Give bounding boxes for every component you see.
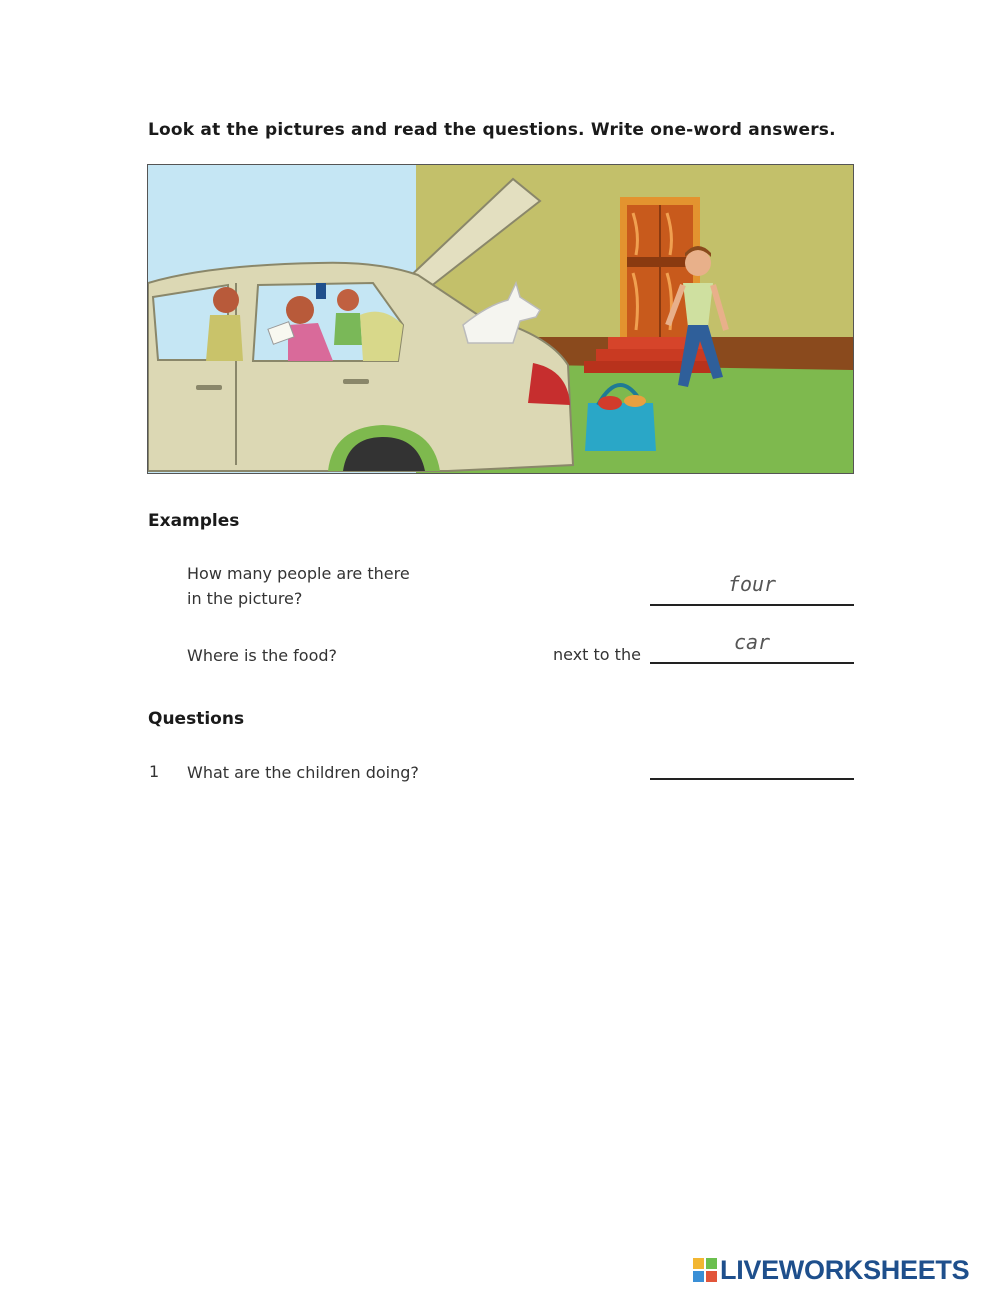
example-1-answer: four xyxy=(727,572,777,596)
illustration xyxy=(147,164,854,474)
example-2-answer-line xyxy=(650,662,854,664)
question-1-answer-field[interactable] xyxy=(650,778,854,780)
instruction-text: Look at the pictures and read the questions. Write one-word answers. xyxy=(148,120,836,140)
example-2-answer: car xyxy=(733,630,771,654)
liveworksheets-logo xyxy=(693,1256,969,1284)
questions-heading: Questions xyxy=(148,709,245,729)
brand-name: LIVEWORKSHEETS xyxy=(720,1254,970,1285)
example-2-prefix: next to the xyxy=(553,645,641,664)
example-1-question: How many people are there in the picture? xyxy=(187,564,410,608)
examples-heading: Examples xyxy=(148,511,240,531)
example-1-answer-line xyxy=(650,604,854,606)
question-1-number: 1 xyxy=(149,762,160,781)
brand-mark-icon xyxy=(693,1258,717,1282)
scene-svg xyxy=(148,165,854,474)
example-2-question: Where is the food? xyxy=(187,646,338,665)
question-1-text: What are the children doing? xyxy=(187,763,419,782)
